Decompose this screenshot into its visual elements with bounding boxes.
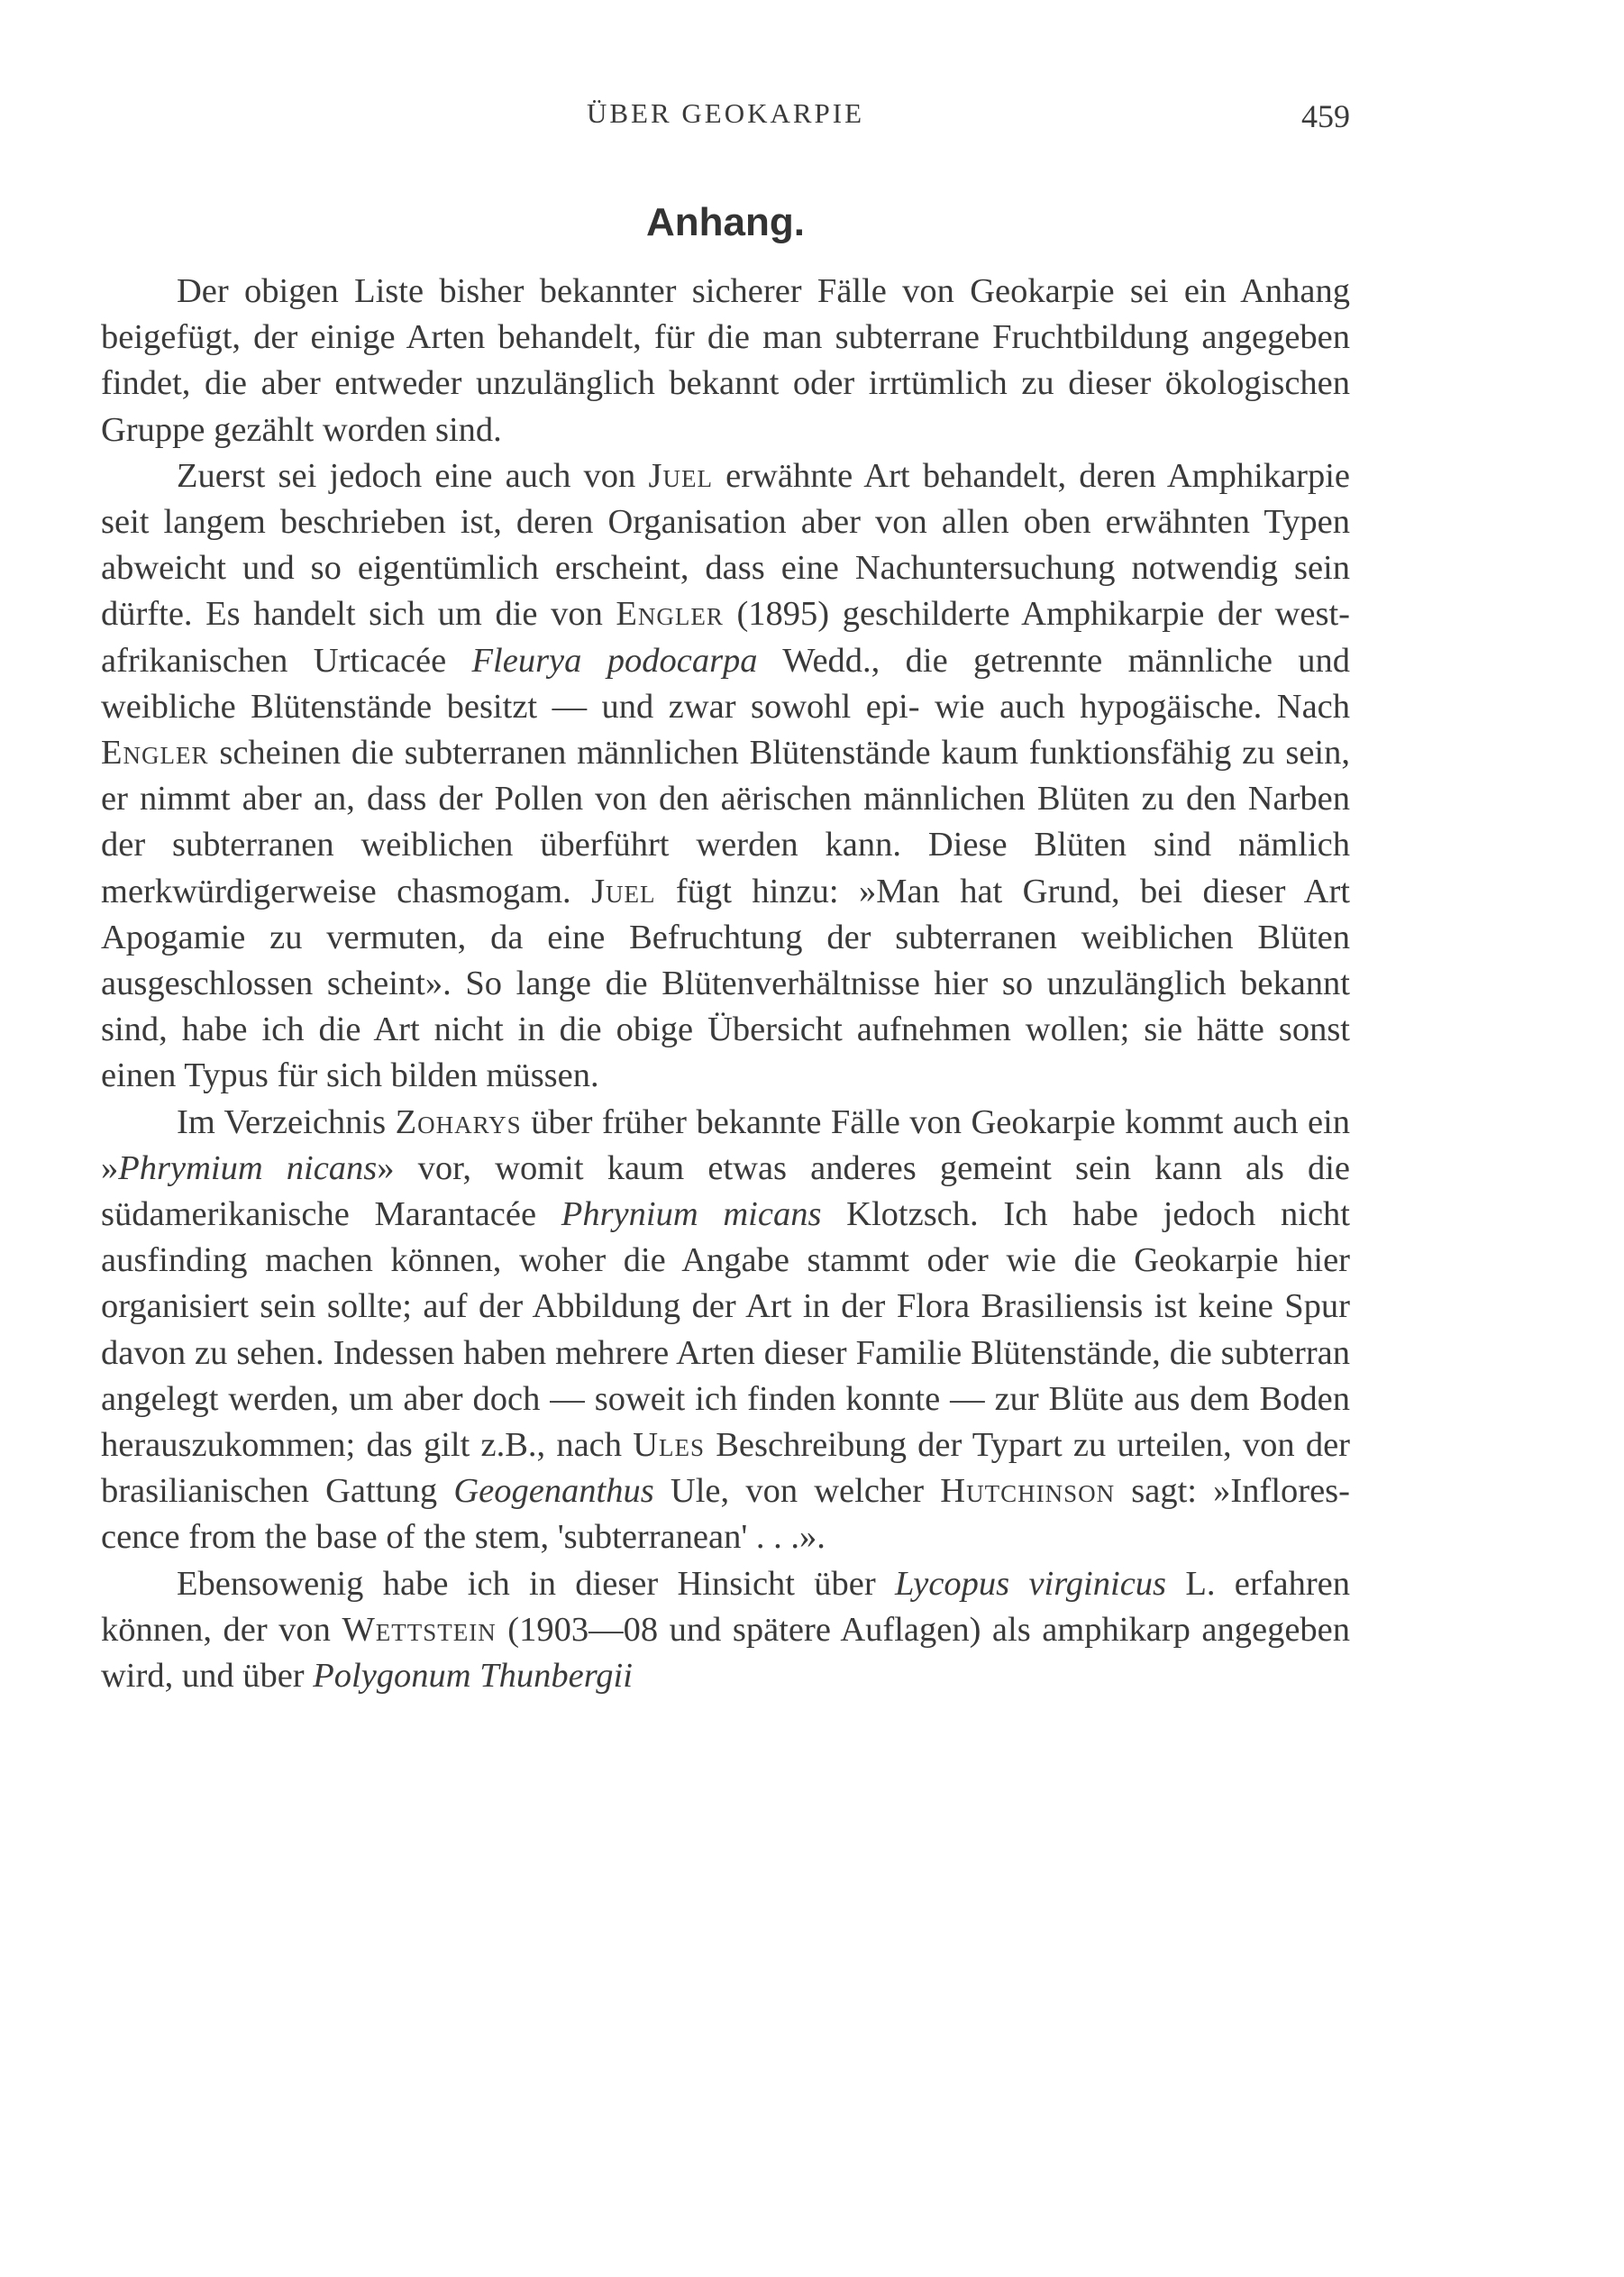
- author-name: Engler: [616, 595, 724, 634]
- paragraph-1: [101, 269, 1350, 453]
- paragraph-text: Zuerst sei jedoch eine auch von: [177, 456, 649, 495]
- paragraph-2: [101, 453, 1350, 1100]
- species-name: Fleurya podocarpa: [471, 641, 758, 680]
- paragraph-text: erwähnte Art behandelt, deren Amphikarpie seit langem beschrieben ist, deren Organisation aber von allen oben erwähnten Typen abweicht und so eigentümlich erscheint, dass eine Nachuntersuchung notwendig sein dürfte. Es handelt sich um die von: [101, 456, 1351, 634]
- running-head: [101, 97, 1350, 142]
- genus-name: Geogenanthus: [453, 1472, 654, 1511]
- paragraph-text: Der obigen Liste bisher bekannter sicherer Fälle von Geokarpie sei ein Anhang beigefügt, der einige Arten behandelt, für die man subterrane Fruchtbildung angegeben findet, die aber entweder unzulänglich bekannt oder irrtümlich zu dieser ökologischen Gruppe gezählt worden sind.: [101, 272, 1350, 449]
- running-title: ÜBER GEOKARPIE: [586, 97, 865, 129]
- paragraph-text: fügt hinzu: »Man hat Grund, bei dieser Art Apogamie zu vermuten, da eine Befruchtung der subterranen weiblichen Blüten ausgeschlossen scheint». So lange die Blütenverhältnisse hier so unzulänglich bekannt sind, habe ich die Art nicht in die obige Übersicht aufnehmen wollen; sie hätte sonst einen Typus für sich bilden müssen.: [101, 872, 1350, 1095]
- species-name: Phrymium nicans: [118, 1148, 378, 1187]
- author-name: Hutchinson: [940, 1472, 1116, 1511]
- section-heading: Anhang.: [646, 200, 805, 244]
- author-name: Engler: [101, 734, 209, 773]
- paragraph-text: (1895) geschilderte Amphikarpie der westafrikanischen Urticacée: [101, 595, 1350, 680]
- body-text: [101, 269, 1350, 1699]
- paragraph-3: [101, 1100, 1350, 1561]
- species-name: Lycopus virginicus: [894, 1564, 1167, 1603]
- paragraph-text: L. erfahren können, der von: [101, 1564, 1350, 1649]
- author-name: Zoharys: [395, 1102, 522, 1141]
- paragraph-text: über früher bekannte Fälle von Geokarpie kommt auch ein »: [101, 1102, 1350, 1187]
- author-name: Wettstein: [342, 1610, 497, 1649]
- paragraph-text: Im Verzeichnis: [177, 1102, 396, 1141]
- paragraph-text: Klotzsch. Ich habe jedoch nicht ausfinding machen können, woher die Angabe stammt oder wie die Geokarpie hier organisiert sein sollte; auf der Abbildung der Art in der Flora Brasiliensis ist keine Spur davon zu sehen. Indessen haben mehrere Arten dieser Familie Blütenstände, die subterran angelegt werden, um aber doch — soweit ich finden konnte — zur Blüte aus dem Boden herauszukommen; das gilt z.B., nach: [101, 1195, 1350, 1465]
- paragraph-text: Ule, von welcher: [653, 1472, 941, 1511]
- paragraph-text: Wedd., die getrennte männliche und weibliche Blütenstände besitzt — und zwar sowohl epi- wie auch hypogäische. Nach: [101, 641, 1351, 726]
- page-number: 459: [1301, 98, 1350, 134]
- paragraph-text: sagt: »Inflorescence from the base of the stem, 'subterranean' . . .».: [101, 1472, 1350, 1557]
- paragraph-text: Beschreibung der Typart zu urteilen, von der brasilianischen Gattung: [101, 1426, 1350, 1511]
- paragraph-text: scheinen die subterranen männlichen Blütenstände kaum funktionsfähig zu sein, er nimmt aber an, dass der Pollen von den aërischen männlichen Blüten zu den Narben der subterranen weiblichen überführt werden kann. Diese Blüten sind nämlich merkwürdigerweise chasmogam.: [101, 734, 1350, 910]
- paragraph-text: (1903—08 und spätere Auflagen) als amphikarp angegeben wird, und über: [101, 1610, 1350, 1696]
- species-name: Polygonum Thunbergii: [313, 1657, 633, 1696]
- paragraph-text: Ebensowenig habe ich in dieser Hinsicht über: [177, 1564, 895, 1603]
- author-name: Juel: [648, 456, 713, 495]
- species-name: Phrynium micans: [561, 1195, 822, 1234]
- author-name: Ules: [633, 1426, 706, 1465]
- author-name: Juel: [591, 872, 656, 910]
- paragraph-text: » vor, womit kaum etwas anderes gemeint sein kann als die südamerikanische Marantacée: [101, 1148, 1350, 1234]
- paragraph-4: [101, 1561, 1350, 1700]
